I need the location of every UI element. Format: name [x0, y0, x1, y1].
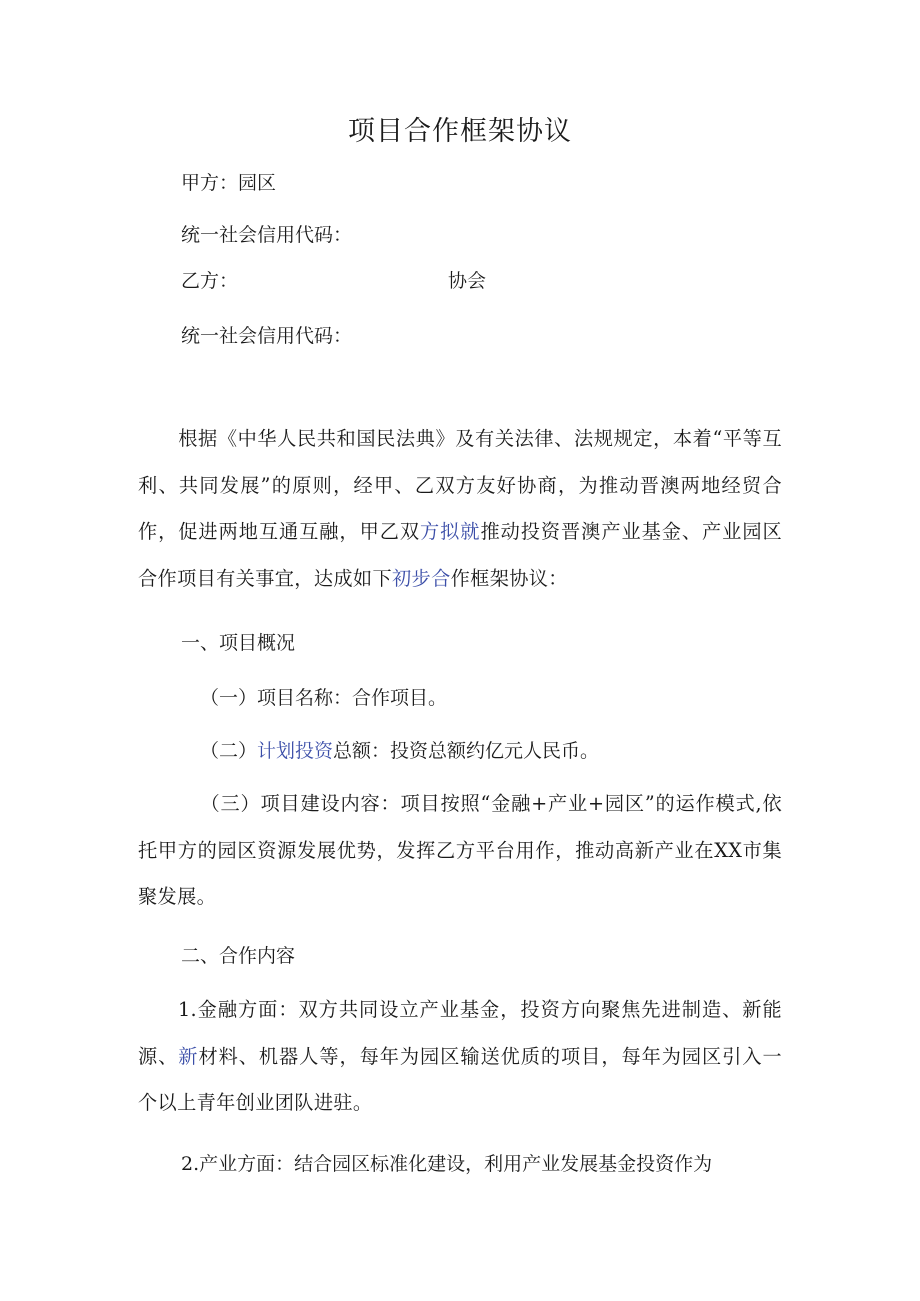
- party-b-line: [181, 266, 486, 296]
- highlight-text: 新: [178, 1044, 199, 1068]
- section-2-item-1: 1.金融方面：双方共同设立产业基金，投资方向聚焦先进制造、新能源、新材料、机器人等，每年为园区输送优质的项目，每年为园区引入一个以上青年创业团队进驻。: [138, 998, 783, 1114]
- section-1-item-1: （一）项目名称：合作项目。: [200, 687, 448, 709]
- section-1-heading: 一、项目概况: [181, 632, 296, 654]
- preamble-paragraph: 根据《中华人民共和国民法典》及有关法律、法规规定，本着“平等互利、共同发展”的原则，经甲、乙双方友好协商，为推动晋澳两地经贸合作，促进两地互通互融，甲乙双方拟就推动投资晋澳产业基金、产业园区合作项目有关事宜，达成如下初步合作框架协议：: [138, 427, 782, 590]
- section-2-heading: 二、合作内容: [181, 945, 296, 967]
- section-1-item-3: （三）项目建设内容：项目按照“金融+产业+园区”的运作模式,依托甲方的园区资源发展优势，发挥乙方平台用作，推动高新产业在XX市集聚发展。: [138, 792, 782, 908]
- credit-code-b-line: 统一社会信用代码：: [181, 325, 353, 347]
- highlight-text: 计划投资: [257, 740, 334, 762]
- section-2-item-2: 2.产业方面：结合园区标准化建设，利用产业发展基金投资作为: [181, 1153, 713, 1175]
- highlight-text: 方拟就: [420, 520, 481, 543]
- highlight-text: 初步合: [392, 566, 451, 590]
- section-1-item-2: （二）计划投资总额：投资总额约亿元人民币。: [200, 740, 600, 762]
- document-title: 项目合作框架协议: [348, 116, 572, 147]
- party-b-value: 协会: [448, 270, 487, 292]
- party-a-line: [181, 168, 276, 198]
- party-b-label: 乙方：: [181, 270, 239, 292]
- credit-code-a-line: 统一社会信用代码：: [181, 224, 353, 246]
- party-a-value: 园区: [238, 172, 277, 194]
- party-a-label: 甲方：: [181, 172, 239, 194]
